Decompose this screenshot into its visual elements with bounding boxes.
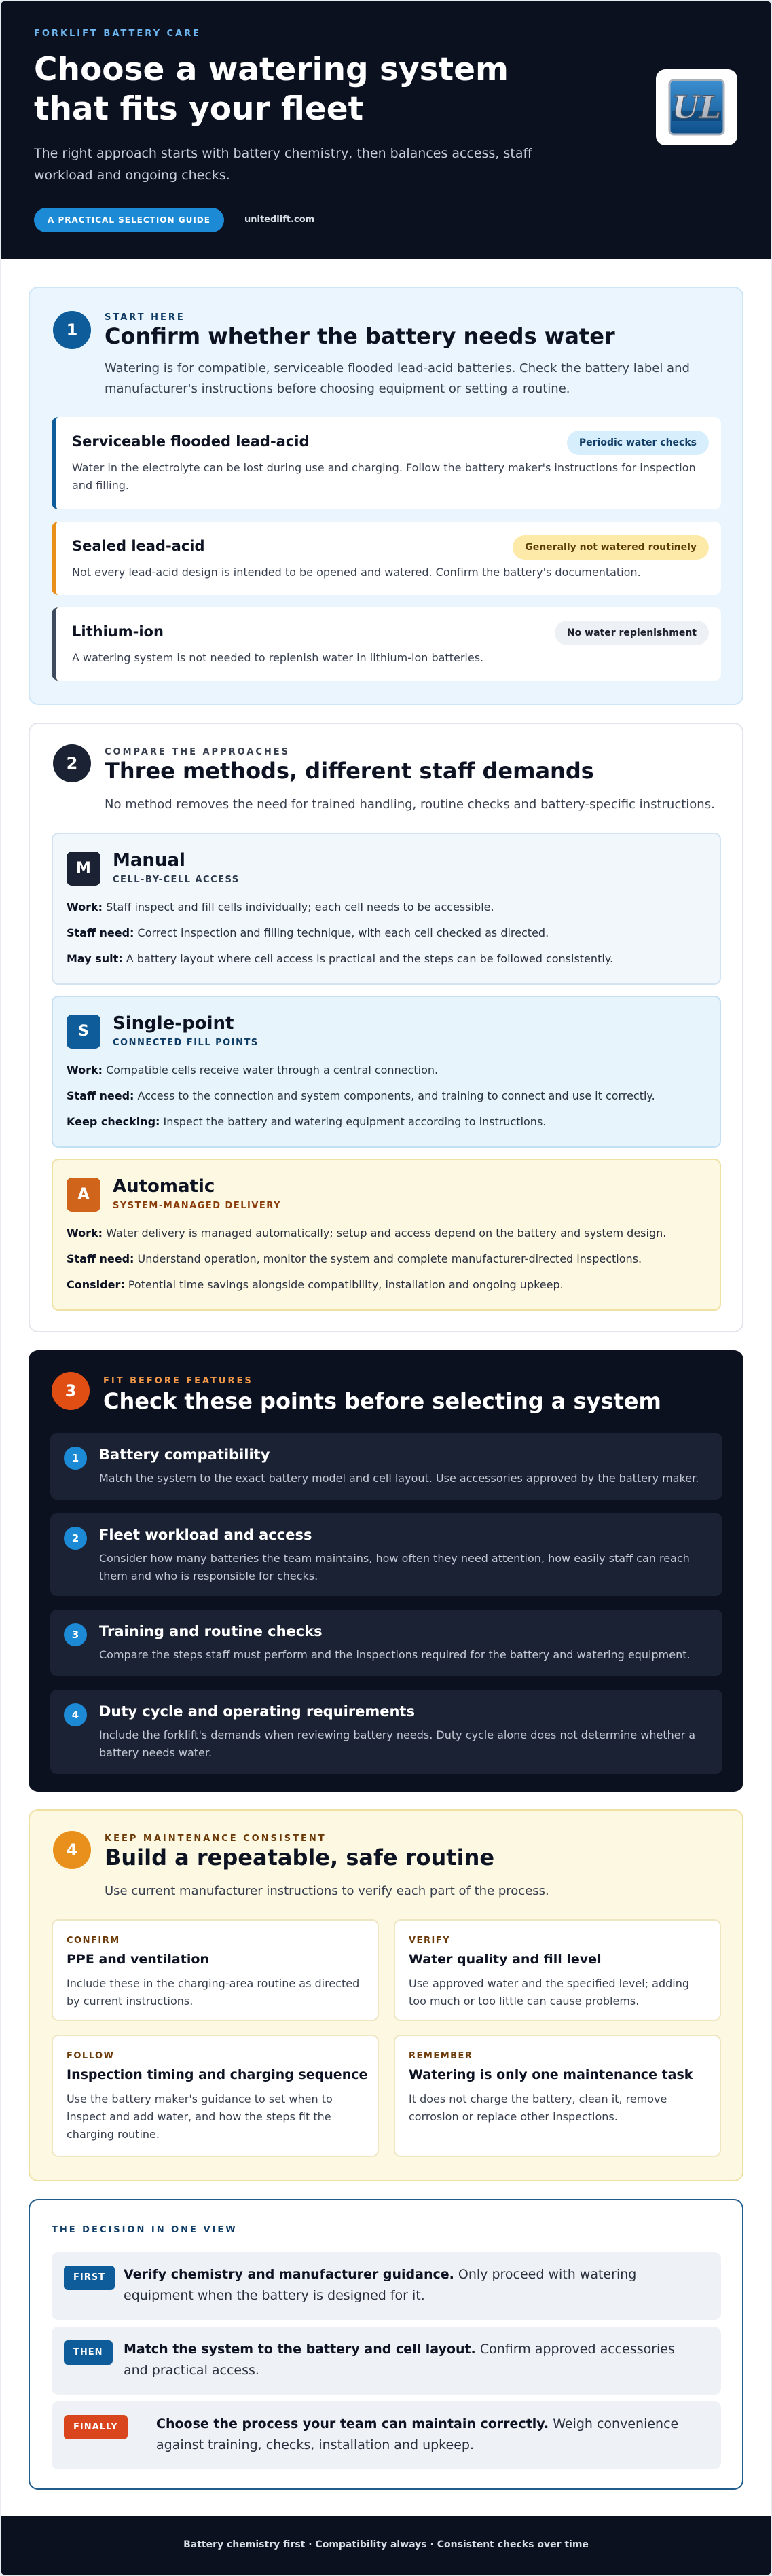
method-card-manual [52, 833, 721, 985]
footer [1, 2516, 771, 2575]
decision-badge: FIRST [64, 2266, 115, 2290]
battery-description: Water in the electrolyte can be lost during use and charging. Follow the battery maker's instructions for inspection and filling. [72, 461, 696, 492]
step-title: Water quality and fill level [409, 1952, 602, 1967]
step-description: Use the battery maker's guidance to set when to inspect and add water, and how the steps fit the charging routine. [67, 2092, 333, 2141]
decision-item [52, 2252, 721, 2320]
method-icon: S [67, 1015, 100, 1049]
step-kicker: REMEMBER [409, 2051, 473, 2061]
step-kicker: VERIFY [409, 1936, 451, 1946]
section-checks [29, 1350, 743, 1792]
section-description: Use current manufacturer instructions to verify each part of the process. [105, 1884, 549, 1898]
method-line: Staff need: Access to the connection and system components, and training to connect and use it correctly. [67, 1089, 655, 1102]
check-description: Match the system to the exact battery model and cell layout. Use accessories approved by the battery maker. [99, 1472, 699, 1485]
method-subtitle: CONNECTED FILL POINTS [113, 1038, 259, 1048]
section-routine [29, 1809, 743, 2181]
step-kicker: CONFIRM [67, 1936, 120, 1946]
method-subtitle: CELL-BY-CELL ACCESS [113, 875, 240, 885]
battery-tag: Generally not watered routinely [513, 535, 709, 560]
battery-card-flooded [52, 417, 721, 509]
battery-tag: Periodic water checks [567, 431, 709, 455]
method-line: Staff need: Correct inspection and filling technique, with each cell checked as directed. [67, 926, 549, 939]
check-title: Battery compatibility [99, 1447, 270, 1463]
battery-description: A watering system is not needed to replenish water in lithium-ion batteries. [72, 651, 484, 664]
logo [656, 69, 737, 145]
check-item [50, 1690, 722, 1774]
check-description: Consider how many batteries the team maintains, how often they need attention, how easily staff can reach them and who is responsible for checks. [99, 1552, 690, 1582]
section-number: 1 [53, 311, 91, 349]
check-title: Training and routine checks [99, 1623, 323, 1639]
section-kicker: START HERE [105, 312, 185, 323]
step-title: Inspection timing and charging sequence [67, 2067, 368, 2082]
method-title: Single-point [113, 1013, 234, 1034]
check-title: Fleet workload and access [99, 1527, 312, 1543]
section-methods [29, 723, 743, 1332]
section-battery-check [29, 287, 743, 705]
footer-text: Battery chemistry first · Compatibility always · Consistent checks over time [183, 2539, 589, 2550]
section-kicker: COMPARE THE APPROACHES [105, 747, 291, 757]
check-number: 1 [64, 1447, 87, 1470]
step-title: Watering is only one maintenance task [409, 2067, 693, 2082]
method-subtitle: SYSTEM-MANAGED DELIVERY [113, 1201, 281, 1211]
section-number: 3 [52, 1372, 90, 1410]
step-kicker: FOLLOW [67, 2051, 115, 2061]
check-item [50, 1433, 722, 1500]
logo-text: UL [672, 89, 722, 126]
battery-title: Lithium-ion [72, 623, 164, 640]
battery-tag: No water replenishment [555, 621, 709, 645]
section-title: Check these points before selecting a system [103, 1388, 661, 1414]
method-line: Work: Staff inspect and fill cells individually; each cell needs to be accessible. [67, 901, 494, 913]
routine-step-card [394, 2035, 721, 2157]
hero-header [1, 1, 771, 259]
decision-text: Choose the process your team can maintain correctly. Weigh convenience against training, checks, installation and upkeep. [156, 2416, 679, 2452]
method-title: Automatic [113, 1176, 215, 1197]
method-line: Work: Compatible cells receive water through a central connection. [67, 1064, 439, 1076]
battery-title: Sealed lead-acid [72, 538, 205, 554]
battery-description: Not every lead-acid design is intended to be opened and watered. Confirm the battery's documentation. [72, 566, 641, 579]
section-decision [29, 2199, 743, 2490]
method-icon: A [67, 1178, 100, 1212]
method-card-automatic [52, 1159, 721, 1311]
section-description: Watering is for compatible, serviceable flooded lead-acid batteries. Check the battery label and manufacturer's instructions before choosing equipment or setting a routine. [105, 361, 690, 396]
decision-badge: THEN [64, 2340, 113, 2365]
section-number: 2 [53, 744, 91, 782]
decision-item [52, 2327, 721, 2395]
check-item [50, 1513, 722, 1596]
step-description: Include these in the charging-area routine as directed by current instructions. [67, 1977, 360, 2008]
section-title: Three methods, different staff demands [105, 758, 594, 784]
method-line: May suit: A battery layout where cell access is practical and the steps can be followed consistently. [67, 952, 614, 965]
method-line: Work: Water delivery is managed automatically; setup and access depend on the battery and system design. [67, 1227, 667, 1239]
method-line: Consider: Potential time savings alongside compatibility, installation and ongoing upkeep. [67, 1278, 564, 1291]
guide-pill: A PRACTICAL SELECTION GUIDE [34, 208, 224, 232]
check-number: 3 [64, 1623, 87, 1646]
decision-badge: FINALLY [64, 2415, 128, 2439]
section-kicker: FIT BEFORE FEATURES [103, 1376, 253, 1386]
section-number: 4 [53, 1831, 91, 1869]
method-card-single-point [52, 996, 721, 1148]
routine-step-card [52, 2035, 379, 2157]
check-description: Include the forklift's demands when reviewing battery needs. Duty cycle alone does not determine whether a battery needs water. [99, 1728, 696, 1759]
battery-card-lithium [52, 607, 721, 681]
method-line: Staff need: Understand operation, monitor the system and complete manufacturer-directed inspections. [67, 1252, 642, 1265]
section-kicker: KEEP MAINTENANCE CONSISTENT [105, 1834, 327, 1844]
check-number: 2 [64, 1527, 87, 1550]
step-description: It does not charge the battery, clean it, remove corrosion or replace other inspections. [409, 2092, 667, 2123]
page [1, 1, 771, 2575]
hero-eyebrow: FORKLIFT BATTERY CARE [34, 29, 202, 39]
section-description: No method removes the need for trained handling, routine checks and battery-specific instructions. [105, 797, 715, 812]
section-kicker: THE DECISION IN ONE VIEW [52, 2225, 238, 2235]
check-item [50, 1610, 722, 1676]
decision-item [52, 2401, 721, 2469]
method-icon: M [67, 852, 100, 886]
check-number: 4 [64, 1703, 87, 1726]
section-title: Confirm whether the battery needs water [105, 323, 615, 349]
check-description: Compare the steps staff must perform and the inspections required for the battery and watering equipment. [99, 1648, 691, 1661]
hero-subtitle: The right approach starts with battery chemistry, then balances access, staff workload and ongoing checks. [34, 146, 532, 183]
method-line: Keep checking: Inspect the battery and watering equipment according to instructions. [67, 1115, 547, 1128]
step-description: Use approved water and the specified level; adding too much or too little can cause problems. [409, 1977, 689, 2008]
decision-text: Match the system to the battery and cell layout. Confirm approved accessories and practical access. [124, 2342, 675, 2378]
page-title: Choose a watering system that fits your fleet [34, 51, 509, 128]
check-title: Duty cycle and operating requirements [99, 1703, 415, 1720]
routine-step-card [394, 1919, 721, 2021]
method-title: Manual [113, 850, 185, 871]
ul-logo-icon [667, 77, 727, 137]
battery-title: Serviceable flooded lead-acid [72, 433, 310, 450]
step-title: PPE and ventilation [67, 1952, 209, 1967]
battery-card-sealed [52, 522, 721, 595]
routine-step-card [52, 1919, 379, 2021]
site-link[interactable]: unitedlift.com [244, 215, 315, 225]
decision-text: Verify chemistry and manufacturer guidance. Only proceed with watering equipment when the battery is designed for it. [124, 2267, 637, 2303]
section-title: Build a repeatable, safe routine [105, 1845, 495, 1870]
